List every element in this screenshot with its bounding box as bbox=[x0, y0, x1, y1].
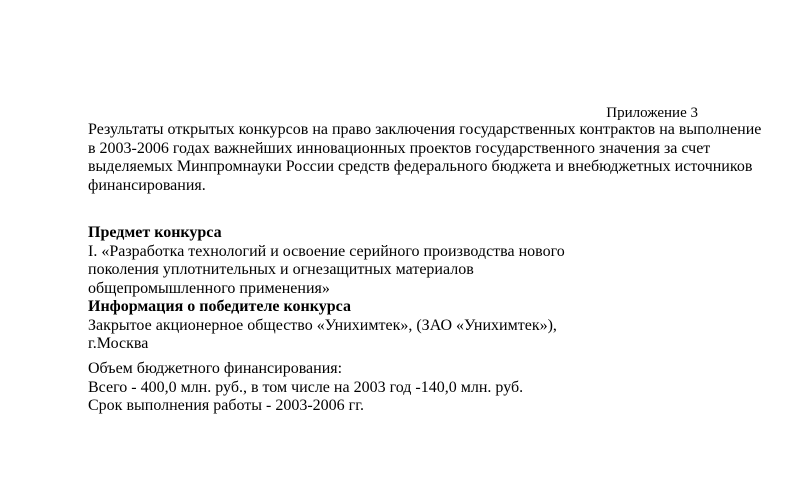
subject-line: поколения уплотнительных и огнезащитных материалов bbox=[88, 261, 474, 278]
subject-heading: Предмет конкурса bbox=[88, 224, 222, 241]
intro-paragraph bbox=[88, 121, 761, 195]
appendix-label: Приложение 3 bbox=[606, 105, 698, 121]
budget-total: Всего - 400,0 млн. руб., в том числе на 2003 год -140,0 млн. руб. bbox=[88, 378, 524, 396]
intro-line: Результаты открытых конкурсов на право заключения государственных контрактов на выполнение bbox=[88, 121, 762, 138]
winner-line: г.Москва bbox=[88, 335, 149, 352]
intro-line: в 2003-2006 годах важнейших инновационных проектов государственного значения за счет bbox=[88, 139, 711, 157]
work-term: Срок выполнения работы - 2003-2006 гг. bbox=[88, 397, 364, 414]
budget-section bbox=[88, 360, 523, 416]
budget-heading: Объем бюджетного финансирования: bbox=[88, 360, 343, 377]
intro-line: финансирования. bbox=[88, 176, 206, 194]
subject-line: общепромышленного применения» bbox=[88, 279, 330, 297]
intro-line: выделяемых Минпромнауки России средств федерального бюджета и внебюджетных источников bbox=[88, 158, 753, 175]
subject-line: I. «Разработка технологий и освоение серийного производства нового bbox=[88, 242, 565, 260]
contest-details bbox=[88, 224, 565, 354]
winner-heading: Информация о победителе конкурса bbox=[88, 298, 351, 315]
winner-line: Закрытое акционерное общество «Унихимтек», (ЗАО «Унихимтек»), bbox=[88, 316, 557, 334]
